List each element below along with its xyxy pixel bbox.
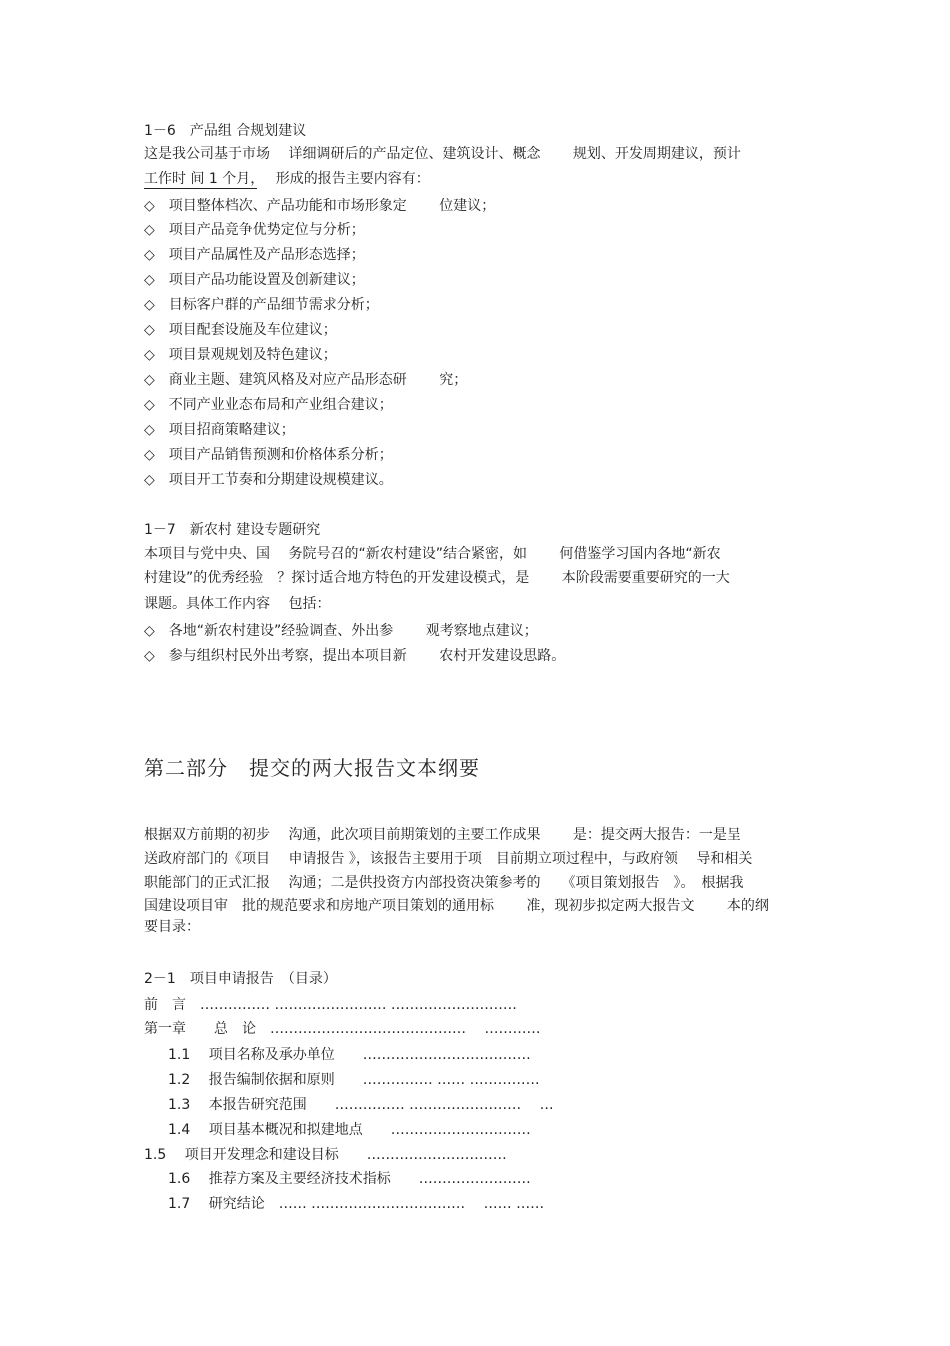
part-2-para-line: 职能部门的正式汇报 沟通；二是供投资方内部投资决策参考的 《项目策划报告 》。 根据我 [144,875,744,891]
diamond-bullet-icon: ◇ [144,222,155,238]
diamond-bullet-icon: ◇ [144,372,155,388]
toc-leader-dots: ………………………… [390,1122,531,1138]
diamond-bullet-icon: ◇ [144,397,155,413]
list-item: ◇ 各地“新农村建设”经验调查、外出参 观考察地点建议； [144,623,538,639]
toc-leader-dots: …………… …………………… ……………………… [200,997,517,1013]
toc-entry: 1.5 项目开发理念和建设目标 ………………………… [144,1147,507,1163]
section-1-7-para-line: 村建设”的优秀经验 ？探讨适合地方特色的开发建设模式，是 本阶段需要重要研究的一大 [144,570,730,586]
toc-entry: 1.4 项目基本概况和拟建地点 ………………………… [168,1122,531,1138]
toc-entry: 前 言 …………… …………………… ……………………… [144,997,517,1013]
section-1-6-intro-line [144,170,430,188]
part-2-para-line: 送政府部门的《项目 申请报告 》，该报告主要用于项 目前期立项过程中，与政府领 导和相关 [144,851,753,867]
diamond-bullet-icon: ◇ [144,198,155,214]
list-item: ◇ 目标客户群的产品细节需求分析； [144,297,379,313]
section-1-6-heading: 1－6 产品组 合规划建议 [144,123,307,139]
intro-continuation: 形成的报告主要内容有： [275,171,430,187]
toc-leader-dots: …………………………………… ………… [270,1021,541,1037]
section-1-7-para-line: 本项目与党中央、国 务院号召的“新农村建设”结合紧密，如 何借鉴学习国内各地“新农 [144,546,721,562]
section-2-1-heading: 2－1 项目申请报告 （目录） [144,971,337,987]
list-item: ◇ 不同产业业态布局和产业组合建议； [144,397,393,413]
list-item: ◇ 项目产品功能设置及创新建议； [144,272,365,288]
part-2-para-line: 根据双方前期的初步 沟通，此次项目前期策划的主要工作成果 是：提交两大报告：一是呈 [144,827,741,843]
list-item: ◇ 项目开工节奏和分期建设规模建议。 [144,472,393,488]
diamond-bullet-icon: ◇ [144,247,155,263]
diamond-bullet-icon: ◇ [144,422,155,438]
toc-entry: 1.7 研究结论 …… …………………………… …… …… [168,1196,545,1212]
list-item: ◇ 项目产品竞争优势定位与分析； [144,222,365,238]
list-item: ◇ 项目招商策略建议； [144,422,295,438]
diamond-bullet-icon: ◇ [144,648,155,664]
list-item: ◇ 项目配套设施及车位建议； [144,322,337,338]
diamond-bullet-icon: ◇ [144,447,155,463]
toc-leader-dots: ……………………………… [362,1047,531,1063]
diamond-bullet-icon: ◇ [144,322,155,338]
list-item: ◇ 参与组织村民外出考察，提出本项目新 农村开发建设思路。 [144,648,566,664]
section-1-7-heading: 1－7 新农村 建设专题研究 [144,522,321,538]
list-item: ◇ 商业主题、建筑风格及对应产品形态研 究； [144,372,468,388]
part-2-para-line: 要目录： [144,919,200,935]
toc-entry: 1.3 本报告研究范围 …………… …………………… … [168,1097,554,1113]
diamond-bullet-icon: ◇ [144,347,155,363]
toc-leader-dots: …………………… [418,1171,531,1187]
toc-leader-dots: …………… …………………… … [334,1097,554,1113]
diamond-bullet-icon: ◇ [144,472,155,488]
diamond-bullet-icon: ◇ [144,297,155,313]
toc-leader-dots: ………………………… [366,1147,507,1163]
toc-entry: 1.1 项目名称及承办单位 ……………………………… [168,1047,531,1063]
section-1-6-intro-line: 这是我公司基于市场 详细调研后的产品定位、建筑设计、概念 规划、开发周期建议，预计 [144,146,741,162]
toc-entry: 1.6 推荐方案及主要经济技术指标 …………………… [168,1171,531,1187]
underlined-duration: 工作时 间 1 个月， [144,171,258,187]
diamond-bullet-icon: ◇ [144,272,155,288]
part-2-para-line: 国建设项目审 批的规范要求和房地产项目策划的通用标 准，现初步拟定两大报告文 本的纲 [144,898,769,914]
toc-leader-dots: …………… …… …………… [362,1072,540,1088]
list-item: ◇ 项目整体档次、产品功能和市场形象定 位建议； [144,198,496,214]
section-1-7-para-line: 课题。具体工作内容 包括： [144,596,331,612]
diamond-bullet-icon: ◇ [144,623,155,639]
part-2-title: 第二部分 提交的两大报告文本纲要 [144,756,480,780]
toc-leader-dots: …… …………………………… …… …… [278,1196,545,1212]
toc-entry: 第一章 总 论 …………………………………… ………… [144,1021,541,1037]
list-item: ◇ 项目产品属性及产品形态选择； [144,247,365,263]
toc-entry: 1.2 报告编制依据和原则 …………… …… …………… [168,1072,540,1088]
list-item: ◇ 项目产品销售预测和价格体系分析； [144,447,393,463]
list-item: ◇ 项目景观规划及特色建议； [144,347,337,363]
